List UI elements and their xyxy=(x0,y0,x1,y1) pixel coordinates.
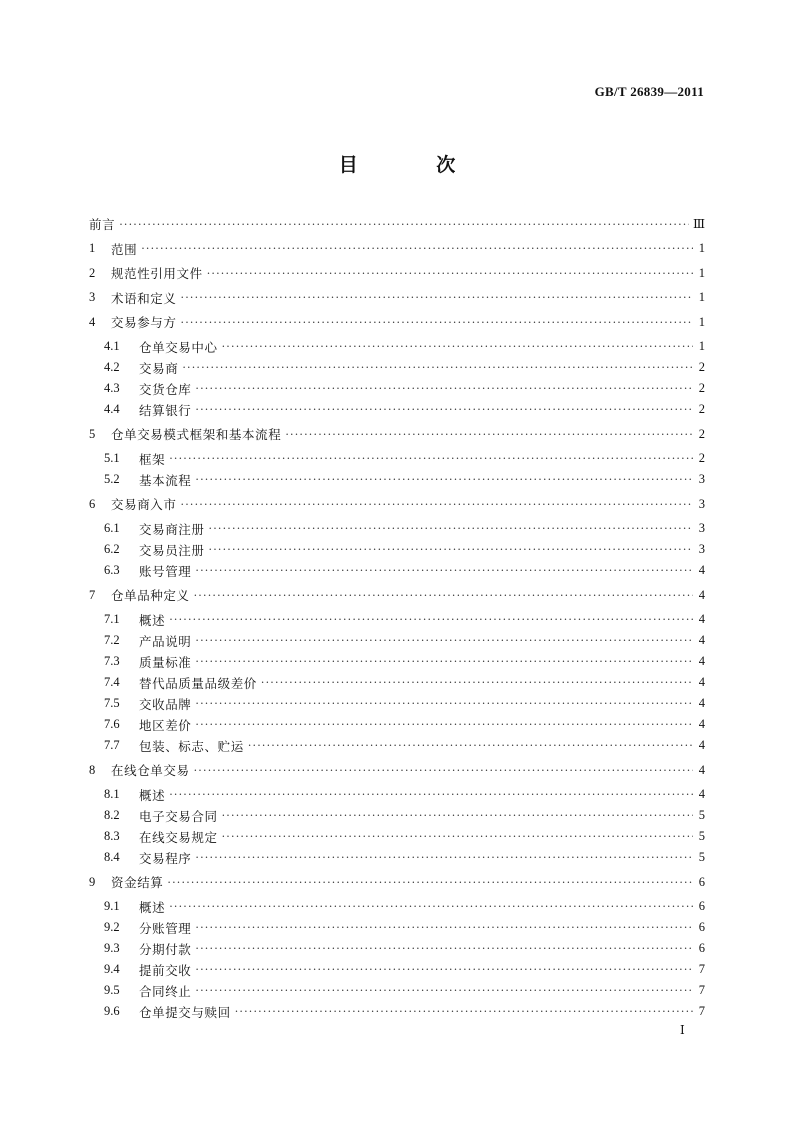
dot-leader xyxy=(195,403,693,416)
toc-entry-label: 质量标准 xyxy=(139,654,192,670)
toc-entry-page: 4 xyxy=(698,717,705,731)
toc-entry[interactable] xyxy=(104,1002,705,1022)
toc-entry-page: 6 xyxy=(698,941,705,955)
toc-entry-number: 7.7 xyxy=(104,738,120,752)
toc-entry-number: 4 xyxy=(89,314,96,329)
toc-entry-number: 6.1 xyxy=(104,521,120,535)
toc-entry[interactable] xyxy=(104,736,705,756)
toc-entry-label: 交易参与方 xyxy=(111,315,177,330)
toc-entry-label: 交收品牌 xyxy=(139,696,192,712)
dot-leader xyxy=(195,564,693,577)
standard-code: GB/T 26839—2011 xyxy=(594,84,704,99)
dot-leader xyxy=(182,361,693,374)
toc-entry-label: 包装、标志、贮运 xyxy=(139,738,244,754)
toc-entry-number: 9.5 xyxy=(104,983,120,997)
toc-entry-label: 合同终止 xyxy=(139,983,192,999)
toc-entry-label: 交易商注册 xyxy=(139,521,205,537)
toc-entry-number: 4.4 xyxy=(104,402,120,416)
dot-leader xyxy=(195,984,693,997)
toc-entry-label: 术语和定义 xyxy=(111,290,177,306)
dot-leader xyxy=(195,921,693,934)
toc-entry-number: 7.6 xyxy=(104,717,120,731)
dot-leader xyxy=(195,382,693,395)
toc-entry-label: 替代品质量品级差价 xyxy=(139,675,257,691)
toc-entry-page: 6 xyxy=(698,874,705,889)
toc-entry-label: 交易员注册 xyxy=(139,542,205,558)
toc-entry[interactable] xyxy=(104,652,705,672)
dot-leader xyxy=(119,218,689,231)
dot-leader xyxy=(195,718,693,731)
toc-entry-label: 范围 xyxy=(111,241,138,257)
dot-leader xyxy=(195,697,693,710)
toc-entry[interactable] xyxy=(104,981,705,1001)
dot-leader xyxy=(181,498,693,511)
toc-entry[interactable] xyxy=(104,806,705,826)
toc-entry-number: 4.1 xyxy=(104,339,120,353)
toc-entry[interactable] xyxy=(104,827,705,847)
toc-entry[interactable] xyxy=(104,337,705,357)
dot-leader xyxy=(222,340,693,353)
toc-entry-label: 仓单品种定义 xyxy=(111,588,190,603)
toc-entry-page: 3 xyxy=(698,496,705,511)
toc-entry[interactable] xyxy=(89,424,705,444)
toc-entry-label: 基本流程 xyxy=(139,472,192,488)
toc-entry-number: 5.2 xyxy=(104,472,120,486)
toc-entry-page: 6 xyxy=(698,899,705,913)
toc-entry-label: 交易商入市 xyxy=(111,497,177,512)
toc-entry-page: 2 xyxy=(698,381,705,395)
toc-entry[interactable] xyxy=(104,449,705,469)
toc-entry-number: 7 xyxy=(89,587,96,602)
toc-entry[interactable] xyxy=(104,358,705,378)
dot-leader xyxy=(194,589,693,602)
dot-leader xyxy=(169,788,693,801)
toc-entry[interactable] xyxy=(104,540,705,560)
toc-entry-label: 地区差价 xyxy=(139,717,192,733)
toc-entry[interactable] xyxy=(104,715,705,735)
toc-entry-number: 4.3 xyxy=(104,381,120,395)
dot-leader xyxy=(207,267,693,280)
toc-entry-number: 9.1 xyxy=(104,899,120,913)
toc-entry-page: 1 xyxy=(698,241,705,255)
toc-entry[interactable] xyxy=(89,872,705,892)
dot-leader xyxy=(248,739,693,752)
toc-entry-page: 3 xyxy=(698,542,705,556)
toc-entry-number: 6.2 xyxy=(104,542,120,556)
toc-entry[interactable] xyxy=(89,263,705,283)
toc-entry[interactable] xyxy=(104,400,705,420)
toc-entry-label: 概述 xyxy=(139,612,166,628)
toc-entry-page: 4 xyxy=(698,587,705,602)
toc-entry-number: 7.4 xyxy=(104,675,120,689)
dot-leader xyxy=(222,809,693,822)
dot-leader xyxy=(195,634,693,647)
toc-entry-number: 9.2 xyxy=(104,920,120,934)
dot-leader xyxy=(169,900,693,913)
dot-leader xyxy=(195,473,693,486)
toc-entry-number: 8.3 xyxy=(104,829,120,843)
toc-entry-number: 9.6 xyxy=(104,1004,120,1018)
dot-leader xyxy=(169,452,693,465)
toc-entry-number: 6 xyxy=(89,496,96,511)
toc-entry[interactable] xyxy=(104,694,705,714)
toc-entry-page: Ⅲ xyxy=(692,217,705,231)
toc-entry-number: 3 xyxy=(89,290,96,304)
toc-entry-page: 1 xyxy=(698,290,705,304)
dot-leader xyxy=(181,291,693,304)
toc-entry-label: 账号管理 xyxy=(139,563,192,579)
toc-entry-label: 交易程序 xyxy=(139,850,192,866)
dot-leader xyxy=(285,428,693,441)
dot-leader xyxy=(235,1005,693,1018)
toc-entry-number: 7.2 xyxy=(104,633,120,647)
toc-entry-label: 在线仓单交易 xyxy=(111,763,190,778)
toc-entry[interactable] xyxy=(104,470,705,490)
toc-entry-label: 仓单提交与赎回 xyxy=(139,1004,231,1020)
toc-entry-number: 1 xyxy=(89,241,96,255)
toc-entry-page: 4 xyxy=(698,654,705,668)
dot-leader xyxy=(194,764,693,777)
toc-entry-page: 7 xyxy=(698,962,705,976)
dot-leader xyxy=(181,316,693,329)
toc-entry-label: 规范性引用文件 xyxy=(111,266,203,281)
dot-leader xyxy=(195,963,693,976)
toc-entry-page: 5 xyxy=(698,850,705,864)
toc-entry-page: 4 xyxy=(698,612,705,626)
toc-entry-page: 5 xyxy=(698,808,705,822)
dot-leader xyxy=(209,522,693,535)
toc-entry-number: 9 xyxy=(89,874,96,889)
toc-entry-number: 8.1 xyxy=(104,787,120,801)
toc-entry-page: 3 xyxy=(698,472,705,486)
toc-entry-number: 8 xyxy=(89,762,96,777)
toc-entry[interactable] xyxy=(89,760,705,780)
toc-entry[interactable] xyxy=(104,519,705,539)
toc-entry-number: 7.3 xyxy=(104,654,120,668)
dot-leader xyxy=(195,655,693,668)
toc-entry-label: 交货仓库 xyxy=(139,381,192,397)
dot-leader xyxy=(167,876,693,889)
toc-entry-page: 2 xyxy=(698,360,705,374)
toc-entry-label: 前言 xyxy=(89,217,116,232)
toc-entry-page: 7 xyxy=(698,983,705,997)
toc-entry-label: 仓单交易中心 xyxy=(139,339,218,355)
toc-entry-page: 4 xyxy=(698,696,705,710)
toc-entry[interactable] xyxy=(104,673,705,693)
toc-entry[interactable] xyxy=(104,918,705,938)
toc-entry-label: 结算银行 xyxy=(139,402,192,418)
toc-entry-label: 产品说明 xyxy=(139,633,192,649)
toc-entry-page: 4 xyxy=(698,633,705,647)
toc-entry-number: 7.5 xyxy=(104,696,120,710)
toc-entry-page: 4 xyxy=(698,738,705,752)
toc-entry[interactable] xyxy=(89,288,705,308)
toc-entry[interactable] xyxy=(89,239,705,259)
toc-entry-page: 5 xyxy=(698,829,705,843)
toc-entry[interactable] xyxy=(104,561,705,581)
toc-entry-number: 7.1 xyxy=(104,612,120,626)
toc-entry-number: 8.2 xyxy=(104,808,120,822)
toc-entry-number: 6.3 xyxy=(104,563,120,577)
toc-entry-page: 3 xyxy=(698,521,705,535)
toc-entry-label: 框架 xyxy=(139,451,166,467)
toc-entry-label: 仓单交易模式框架和基本流程 xyxy=(111,427,282,442)
toc-entry[interactable] xyxy=(104,379,705,399)
toc-entry-page: 6 xyxy=(698,920,705,934)
dot-leader xyxy=(209,543,693,556)
toc-entry-page: 1 xyxy=(698,314,705,329)
toc-entry[interactable] xyxy=(89,312,705,332)
toc-entry-number: 5.1 xyxy=(104,451,120,465)
toc-entry-label: 电子交易合同 xyxy=(139,808,218,824)
dot-leader xyxy=(222,830,693,843)
toc-entry-page: 2 xyxy=(698,426,705,441)
toc-entry[interactable] xyxy=(104,848,705,868)
toc-entry-number: 5 xyxy=(89,426,96,441)
toc-entry-label: 概述 xyxy=(139,899,166,915)
toc-entry-label: 分期付款 xyxy=(139,941,192,957)
toc-entry-label: 资金结算 xyxy=(111,875,164,890)
toc-entry[interactable] xyxy=(104,631,705,651)
dot-leader xyxy=(141,242,693,255)
page-title: 目 次 xyxy=(338,154,492,176)
toc-entry-number: 4.2 xyxy=(104,360,120,374)
toc-entry-label: 概述 xyxy=(139,787,166,803)
dot-leader xyxy=(261,676,693,689)
toc-entry-number: 2 xyxy=(89,265,96,280)
toc-entry[interactable] xyxy=(89,214,705,234)
toc-entry-label: 提前交收 xyxy=(139,962,192,978)
toc-entry-page: 1 xyxy=(698,265,705,280)
toc-entry-page: 4 xyxy=(698,762,705,777)
toc-entry-number: 9.4 xyxy=(104,962,120,976)
toc-entry[interactable] xyxy=(104,960,705,980)
toc-entry-page: 4 xyxy=(698,787,705,801)
page-folio: Ⅰ xyxy=(680,1023,685,1037)
toc-entry[interactable] xyxy=(89,585,705,605)
toc-entry-label: 在线交易规定 xyxy=(139,829,218,845)
dot-leader xyxy=(195,942,693,955)
toc-entry-label: 交易商 xyxy=(139,360,179,376)
toc-entry-page: 7 xyxy=(698,1004,705,1018)
toc-entry[interactable] xyxy=(104,939,705,959)
toc-entry-page: 4 xyxy=(698,563,705,577)
toc-entry[interactable] xyxy=(104,897,705,917)
toc-entry-page: 2 xyxy=(698,451,705,465)
dot-leader xyxy=(169,613,693,626)
toc-entry-page: 2 xyxy=(698,402,705,416)
toc-entry-page: 4 xyxy=(698,675,705,689)
toc-entry[interactable] xyxy=(89,494,705,514)
toc-entry-number: 8.4 xyxy=(104,850,120,864)
toc-entry-page: 1 xyxy=(698,339,705,353)
toc-entry[interactable] xyxy=(104,610,705,630)
toc-entry-number: 9.3 xyxy=(104,941,120,955)
toc-entry-label: 分账管理 xyxy=(139,920,192,936)
toc-entry[interactable] xyxy=(104,785,705,805)
dot-leader xyxy=(195,851,693,864)
